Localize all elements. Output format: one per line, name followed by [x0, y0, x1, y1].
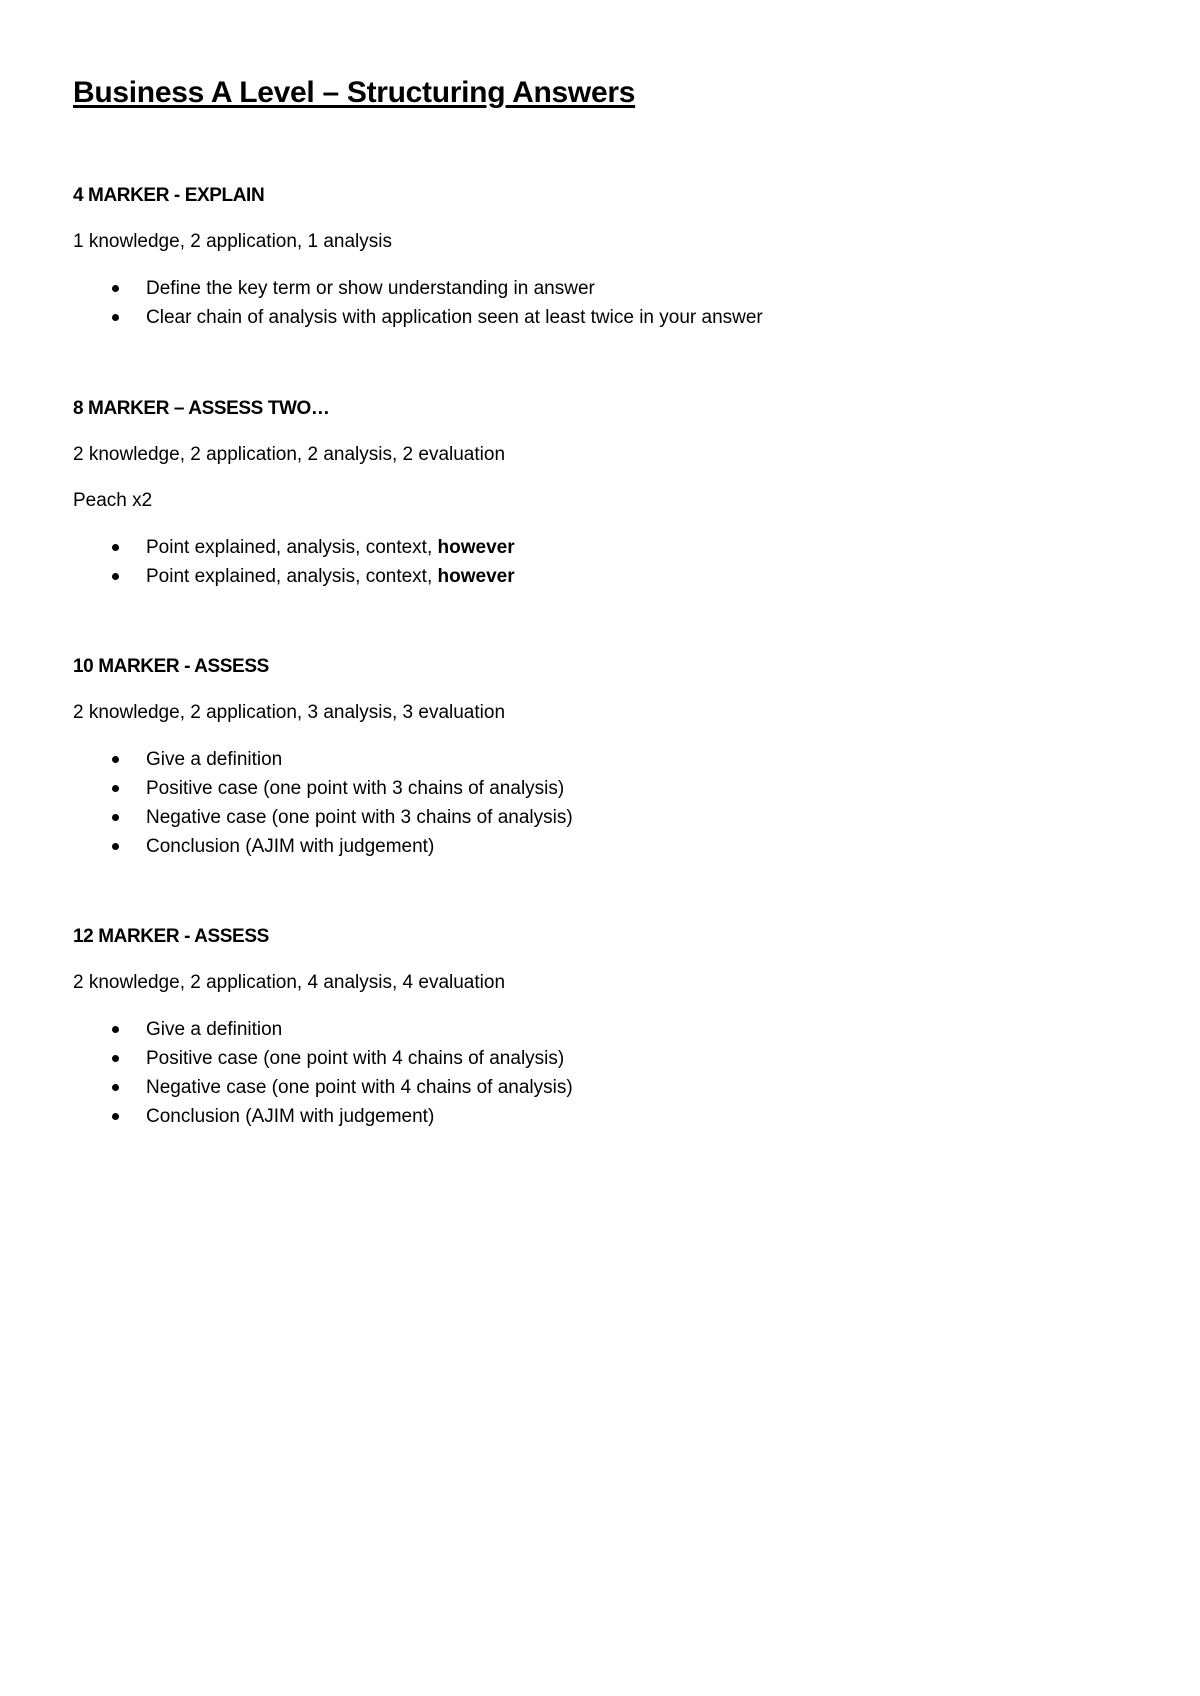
bullet-icon — [112, 785, 119, 792]
marks-breakdown: 2 knowledge, 2 application, 3 analysis, 3 evaluation — [73, 702, 506, 723]
section-heading: 8 MARKER – ASSESS TWO… — [73, 398, 330, 419]
list-item — [73, 533, 1123, 562]
bullet-list — [73, 1015, 1123, 1131]
bullet-icon — [112, 1026, 119, 1033]
section-8-marker — [73, 396, 1123, 591]
list-item — [73, 562, 1123, 591]
list-item-text: Negative case (one point with 3 chains of analysis) — [146, 807, 573, 828]
bullet-icon — [112, 314, 119, 321]
list-item — [73, 832, 1123, 861]
bullet-list — [73, 745, 1123, 861]
marks-breakdown: 1 knowledge, 2 application, 1 analysis — [73, 231, 392, 252]
list-item — [73, 274, 1123, 303]
list-item — [73, 1044, 1123, 1073]
list-item-text: Define the key term or show understanding in answer — [146, 278, 595, 299]
list-item — [73, 745, 1123, 774]
bullet-icon — [112, 814, 119, 821]
list-item-text: Point explained, analysis, context, — [146, 566, 438, 587]
list-item-text: Positive case (one point with 4 chains of analysis) — [146, 1048, 565, 1069]
bullet-icon — [112, 1055, 119, 1062]
list-item — [73, 1015, 1123, 1044]
bullet-icon — [112, 1084, 119, 1091]
bullet-icon — [112, 1113, 119, 1120]
bullet-icon — [112, 285, 119, 292]
list-item — [73, 1073, 1123, 1102]
list-item — [73, 1102, 1123, 1131]
list-item-text: Clear chain of analysis with application seen at least twice in your answer — [146, 307, 763, 328]
bullet-icon — [112, 544, 119, 551]
list-item-emphasis: however — [437, 537, 515, 558]
section-10-marker — [73, 654, 1123, 861]
section-heading: 4 MARKER - EXPLAIN — [73, 185, 265, 206]
list-item-text: Give a definition — [146, 749, 283, 770]
list-item — [73, 303, 1123, 332]
list-item-text: Positive case (one point with 3 chains of analysis) — [146, 778, 565, 799]
list-item-text: Conclusion (AJIM with judgement) — [146, 836, 435, 857]
list-item-emphasis: however — [437, 566, 515, 587]
list-item-text: Point explained, analysis, context, — [146, 537, 438, 558]
bullet-icon — [112, 756, 119, 763]
list-item — [73, 774, 1123, 803]
list-item-text: Negative case (one point with 4 chains of analysis) — [146, 1077, 573, 1098]
bullet-icon — [112, 843, 119, 850]
section-heading: 12 MARKER - ASSESS — [73, 926, 269, 947]
list-item-text: Conclusion (AJIM with judgement) — [146, 1106, 435, 1127]
section-12-marker — [73, 924, 1123, 1131]
marks-breakdown: 2 knowledge, 2 application, 4 analysis, 4 evaluation — [73, 972, 506, 993]
section-4-marker — [73, 183, 1123, 332]
bullet-icon — [112, 573, 119, 580]
document-title: Business A Level – Structuring Answers — [73, 76, 636, 109]
list-item — [73, 803, 1123, 832]
marks-breakdown: 2 knowledge, 2 application, 2 analysis, 2 evaluation — [73, 444, 506, 465]
bullet-list — [73, 533, 1123, 591]
list-item-text: Give a definition — [146, 1019, 283, 1040]
section-heading: 10 MARKER - ASSESS — [73, 656, 269, 677]
bullet-list — [73, 274, 1123, 332]
section-note: Peach x2 — [73, 490, 153, 511]
